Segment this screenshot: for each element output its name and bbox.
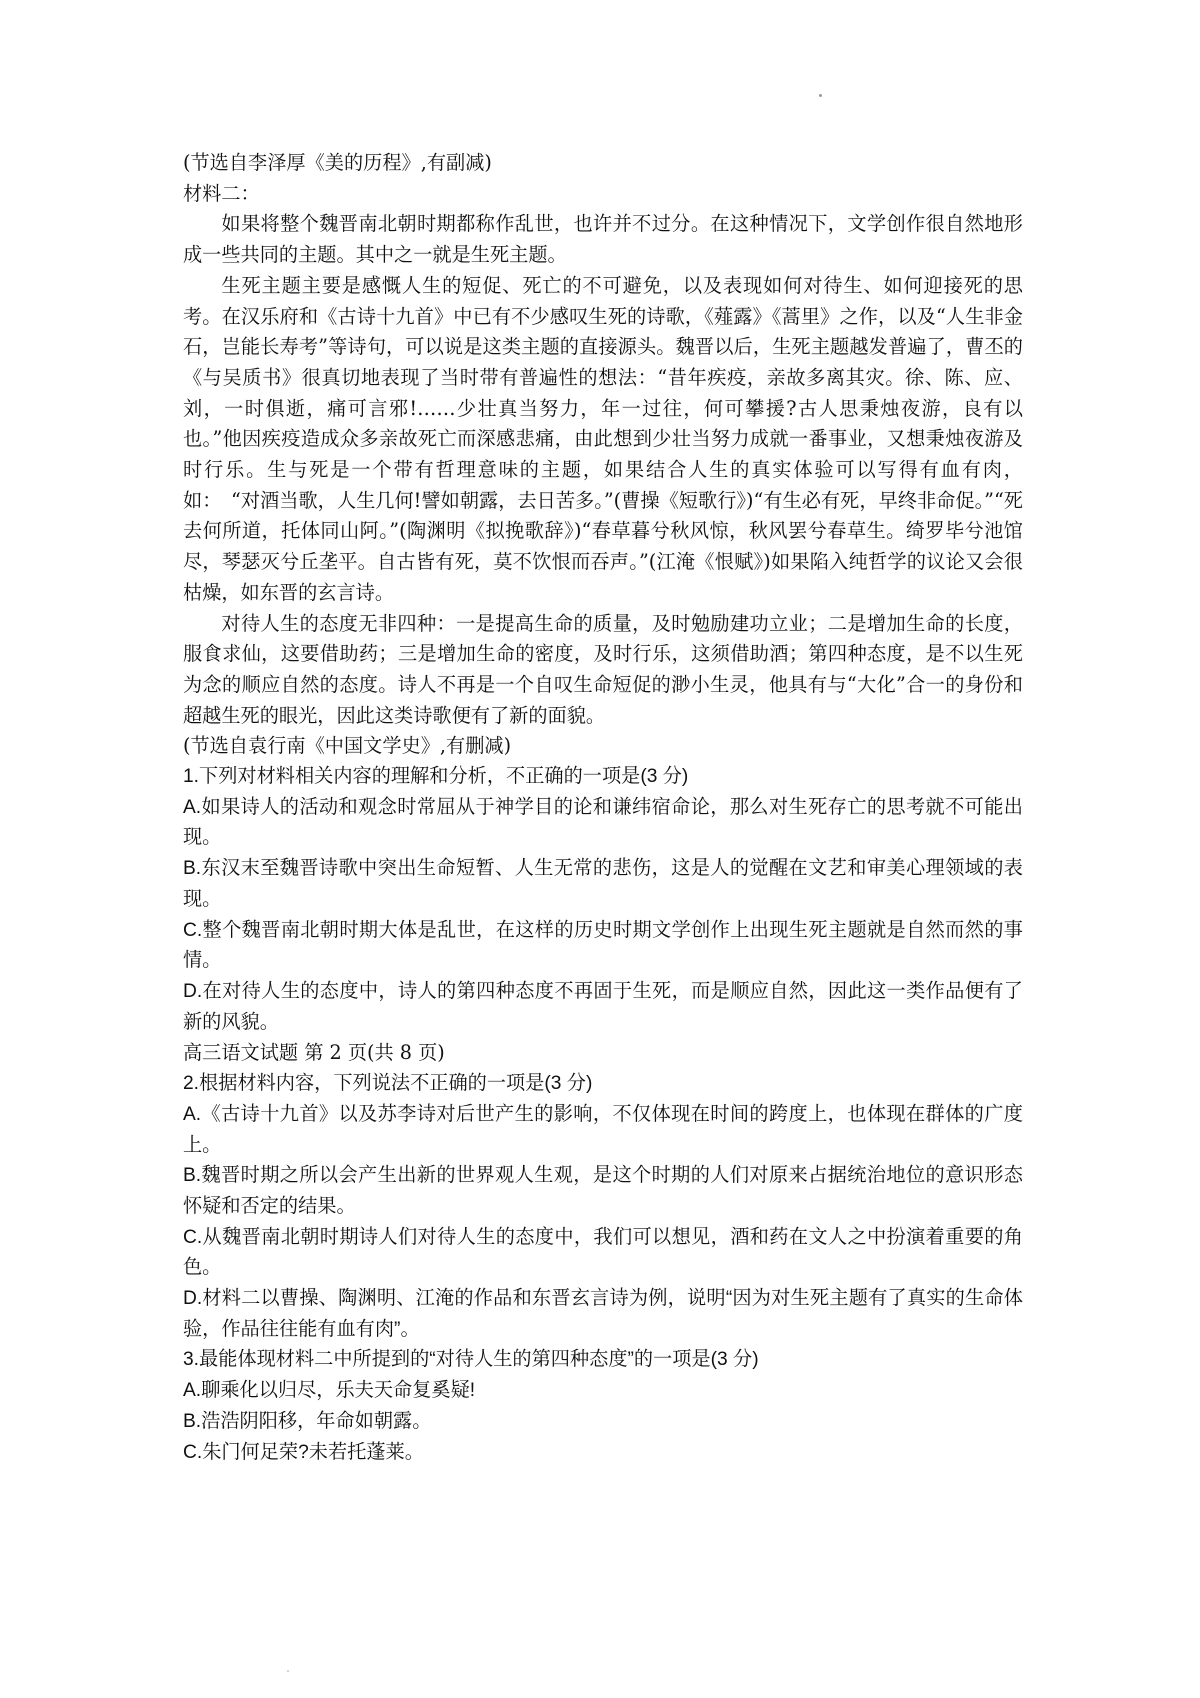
answer-option: A.《古诗十九首》以及苏李诗对后世产生的影响，不仅体现在时间的跨度上，也体现在群体的广度上。 — [183, 1103, 1023, 1156]
answer-option: A.如果诗人的活动和观念时常屈从于神学目的论和谦纬宿命论，那么对生死存亡的思考就不可能出现。 — [183, 796, 1023, 849]
page-footer: 高三语文试题 第 2 页(共 8 页) — [183, 1041, 445, 1065]
source-note: (节选自李泽厚《美的历程》,有副减) — [183, 151, 492, 174]
answer-option: C.整个魏晋南北朝时期大体是乱世，在这样的历史时期文学创作上出现生死主题就是自然而然的事情。 — [183, 919, 1023, 972]
section-heading: 材料二： — [183, 181, 260, 205]
document-body — [183, 148, 1023, 1468]
paragraph: 生死主题主要是感慨人生的短促、死亡的不可避免，以及表现如何对待生、如何迎接死的思考。在汉乐府和《古诗十九首》中已有不少感叹生死的诗歌，《薤露》《蒿里》之作，以及“人生非金石，岂能长寿考”等诗句，可以说是这类主题的直接源头。魏晋以后，生死主题越发普遍了，曹丕的《与吴质书》很真切地表现了当时带有普遍性的想法：“昔年疾疫，亲故多离其灾。徐、陈、应、刘，一时俱逝，痛可言邪!……少壮真当努力，年一过往，何可攀援?古人思秉烛夜游，良有以也。”他因疾疫造成众多亲故死亡而深感悲痛，由此想到少壮当努力成就一番事业，又想秉烛夜游及时行乐。生与死是一个带有哲理意味的主题，如果结合人生的真实体验可以写得有血有肉，如： “对酒当歌，人生几何!譬如朝露，去日苦多。”(曹操《短歌行》)“有生必有死，早终非命促。”“死去何所道，托体同山阿。”(陶渊明《拟挽歌辞》)“春草暮兮秋风惊，秋风罢兮春草生。绮罗毕兮池馆尽，琴瑟灭兮丘垄平。自古皆有死，莫不饮恨而吞声。”(江淹《恨赋》)如果陷入纯哲学的议论又会很枯燥，如东晋的玄言诗。 — [183, 273, 1023, 604]
scan-speck — [287, 1670, 289, 1672]
answer-option: A.聊乘化以归尽，乐夫天命复奚疑! — [183, 1380, 476, 1402]
answer-option: D.在对待人生的态度中，诗人的第四种态度不再固于生死，而是顺应自然，因此这一类作品便有了新的风貌。 — [183, 980, 1023, 1033]
paragraph: 对待人生的态度无非四种：一是提高生命的质量，及时勉励建功立业；二是增加生命的长度，服食求仙，这要借助药；三是增加生命的密度，及时行乐，这须借助酒；第四种态度，是不以生死为念的顺应自然的态度。诗人不再是一个自叹生命短促的渺小生灵，他具有与“大化”合一的身份和超越生死的眼光，因此这类诗歌便有了新的面貌。 — [183, 611, 1023, 727]
question-stem: 2.根据材料内容，下列说法不正确的一项是(3 分) — [183, 1073, 593, 1095]
answer-option: B.魏晋时期之所以会产生出新的世界观人生观，是这个时期的人们对原来占据统治地位的意识形态怀疑和否定的结果。 — [183, 1165, 1023, 1217]
paragraph: 如果将整个魏晋南北朝时期都称作乱世，也许并不过分。在这种情况下，文学创作很自然地形成一些共同的主题。其中之一就是生死主题。 — [183, 212, 1023, 267]
answer-option: B.浩浩阴阳移，年命如朝露。 — [183, 1410, 432, 1432]
question-stem: 3.最能体现材料二中所提到的“对待人生的第四种态度”的一项是(3 分) — [183, 1349, 759, 1371]
answer-option: B.东汉末至魏晋诗歌中突出生命短暂、人生无常的悲伤，这是人的觉醒在文艺和审美心理领域的表现。 — [183, 858, 1023, 910]
source-note: (节选自袁行南《中国文学史》,有删减) — [183, 734, 512, 758]
answer-option: C.从魏晋南北朝时期诗人们对待人生的态度中，我们可以想见，酒和药在文人之中扮演着重要的角色。 — [183, 1226, 1023, 1279]
answer-option: C.朱门何足荣?未若托蓬莱。 — [183, 1441, 424, 1463]
answer-option: D.材料二以曹操、陶渊明、江淹的作品和东晋玄言诗为例，说明“因为对生死主题有了真实的生命体验，作品往往能有血有肉”。 — [183, 1288, 1023, 1340]
question-stem: 1.下列对材料相关内容的理解和分析，不正确的一项是(3 分) — [183, 766, 689, 788]
scan-speck — [819, 94, 822, 97]
